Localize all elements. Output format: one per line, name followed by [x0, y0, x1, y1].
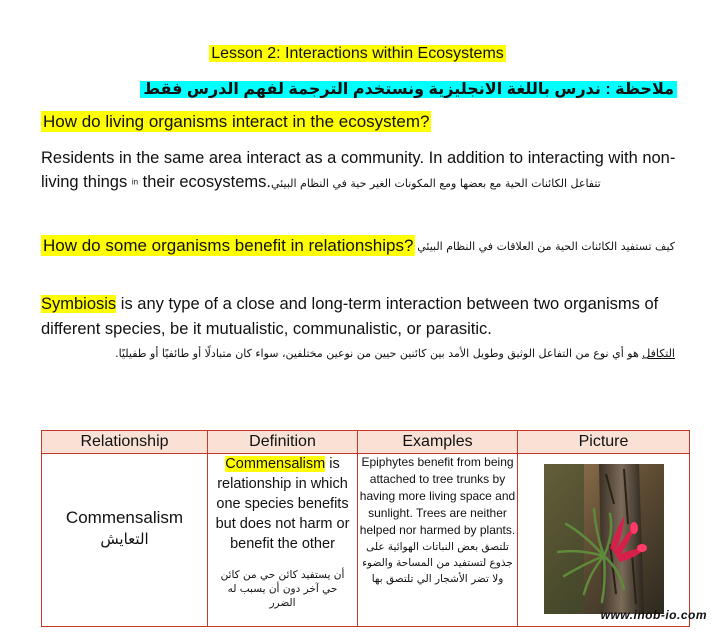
question-1-text: How do living organisms interact in the ecosystem? [43, 112, 430, 131]
question-2-arabic: كيف تستفيد الكائنات الحية من العلاقات في النظام البيئي [417, 240, 675, 253]
header-relationship: Relationship [42, 431, 208, 454]
definition-cell [208, 454, 358, 627]
relationship-name-arabic: التعايش [100, 530, 149, 548]
arabic-note [140, 79, 677, 99]
epiphyte-plant-picture [544, 464, 664, 614]
paragraph-1-arabic: تتفاعل الكائنات الحية مع بعضها ومع المكونات الغير حية في النظام البيئي [271, 177, 601, 190]
definition-arabic: أن يستفيد كائن حي من كائن حي آخر دون أن يسبب له الضرر [220, 569, 345, 609]
paragraph-2-arabic-rest: هو أي نوع من التفاعل الوثيق وطويل الأمد بين كائنين حيين من نوعين مختلفين، سواء كان متبادلًا أو طائفيًا أو طفيليًا. [115, 347, 643, 360]
definition-rest: is relationship in which one species benefits but does not harm or benefit the other [215, 456, 350, 552]
table-header-row [42, 431, 690, 454]
relationship-table [41, 430, 690, 627]
picture-cell [518, 454, 690, 627]
symbiosis-arabic-keyword: التكافل [642, 347, 675, 360]
header-examples: Examples [358, 431, 518, 454]
symbiosis-keyword: Symbiosis [41, 295, 117, 313]
question-2 [41, 236, 415, 256]
paragraph-1-part2: their ecosystems. [138, 173, 272, 191]
definition-text [208, 454, 357, 554]
header-picture: Picture [518, 431, 690, 454]
paragraph-1 [41, 146, 681, 196]
arabic-note-text: ملاحظة : ندرس باللغة الانجليزية ونستخدم الترجمة لفهم الدرس فقط [140, 81, 677, 98]
lesson-title [0, 45, 715, 63]
watermark: www.inob-io.com [600, 608, 707, 622]
examples-cell [358, 454, 518, 627]
table-row [42, 454, 690, 627]
examples-text: Epiphytes benefit from being attached to tree trunks by having more living space and sunlight. Trees are neither helped nor harmed by plants. [359, 455, 516, 537]
question-1 [41, 112, 431, 132]
examples-arabic: تلتصق بعض النباتات الهوائية على جذوع لتستفيد من المساحة والضوء ولا تضر الأشجار الي تلتصق بها [362, 541, 513, 585]
paragraph-1-in-word: in [131, 177, 139, 187]
lesson-title-text: Lesson 2: Interactions within Ecosystems [211, 45, 504, 62]
relationship-name: Commensalism [65, 508, 184, 527]
paragraph-1-part1: Residents in the same area interact as a community. In addition to interacting with non-living things [41, 149, 676, 191]
question-2-text: How do some organisms benefit in relationships? [43, 236, 414, 255]
paragraph-2-rest: is any type of a close and long-term interaction between two organisms of different species, be it mutualistic, communalistic, or parasitic. [41, 295, 659, 338]
paragraph-2 [41, 292, 691, 342]
relationship-cell [42, 454, 208, 627]
header-definition: Definition [208, 431, 358, 454]
definition-keyword: Commensalism [225, 456, 326, 472]
paragraph-2-arabic [115, 347, 675, 360]
